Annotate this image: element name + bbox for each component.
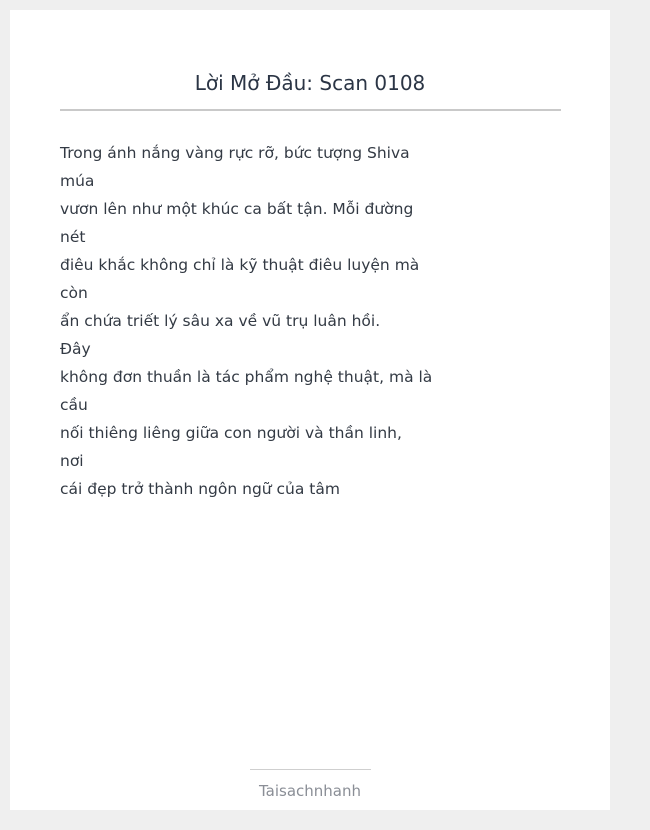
text-line: nơi — [60, 452, 84, 470]
text-line: nối thiêng liêng giữa con người và thần linh, — [60, 424, 402, 442]
title-divider — [60, 109, 561, 111]
text-line: Trong ánh nắng vàng rực rỡ, bức tượng Shiva — [60, 144, 410, 162]
text-line: điêu khắc không chỉ là kỹ thuật điêu luyện mà — [60, 256, 420, 274]
text-line: nét — [60, 228, 86, 246]
text-line: Đây — [60, 340, 91, 358]
text-line: vươn lên như một khúc ca bất tận. Mỗi đường — [60, 200, 414, 218]
text-line: không đơn thuần là tác phẩm nghệ thuật, mà là — [60, 368, 433, 386]
body-paragraph — [60, 139, 433, 503]
text-line: cầu — [60, 396, 88, 414]
text-line: múa — [60, 172, 95, 190]
text-line: còn — [60, 284, 88, 302]
text-line: ẩn chứa triết lý sâu xa về vũ trụ luân hồi. — [60, 312, 381, 330]
text-line: cái đẹp trở thành ngôn ngữ của tâm — [60, 480, 340, 498]
footer-divider — [250, 769, 371, 770]
page-title: Lời Mở Đầu: Scan 0108 — [194, 71, 426, 95]
document-page — [10, 10, 610, 810]
footer-source: Taisachnhanh — [258, 782, 362, 800]
